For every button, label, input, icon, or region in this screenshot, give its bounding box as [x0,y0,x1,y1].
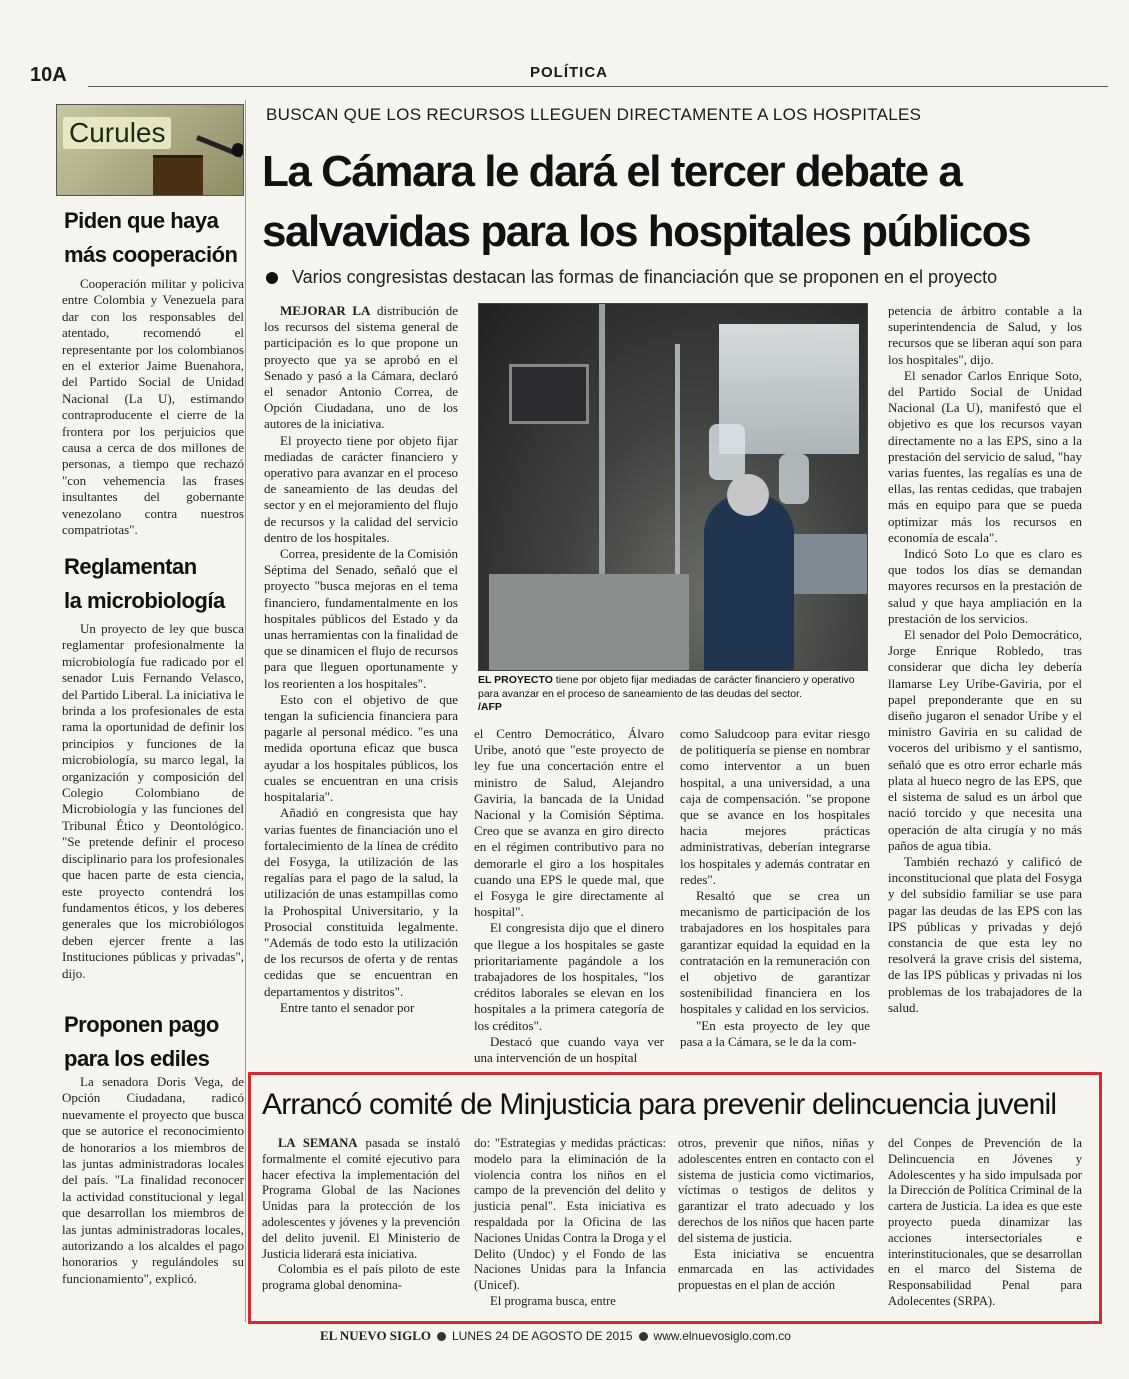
microphone-head-icon [232,143,244,157]
photo-table [489,574,689,671]
boxed-column-2 [474,1136,666,1310]
article-column-4 [888,303,1082,1016]
article-col4-p5: También rechazó y calificó de inconstitucional que plata del Fosyga y del subsidio familiar se use para pagar las deudas de las EPS con las IPS públicas y privadas y dejó constancia de que esta ley no resolverá la grave crisis del sistema, de las IPS públicas y privadas ni los problemas de los trabajadores de la salud. [888,853,1082,1015]
photo-caption-lead: EL PROYECTO [478,674,553,686]
article-column-2 [474,726,664,1066]
boxed-story-title: Arrancó comité de Minjusticia para prevenir delincuencia juvenil [262,1088,1057,1121]
boxed-column-4 [888,1136,1082,1310]
article-col2-p2: El congresista dijo que el dinero que llegue a los hospitales se gaste prioritariamente pagándole a los trabajadores de los hospitales, "los créditos laborales se elevan en los hospitales a la primera categoría de los créditos". [474,920,664,1033]
sidebar-item-2-title-line1: Reglamentan [64,554,197,579]
article-col4-p3: Indicó Soto Lo que es claro es que todos los días se demandan mayores recursos en la prestación de salud y que haya ampliación en la prestación de los servicios. [888,546,1082,626]
boxed-col1-p2: Colombia es el país piloto de este programa global denomina- [262,1262,460,1293]
boxed-col2-p2: El programa busca, entre [490,1293,616,1308]
photo-caption [478,674,873,715]
sidebar-item-1-title [64,204,237,272]
article-col1-p6: Entre tanto el senador por [280,999,415,1015]
headline-line2: salvavidas para los hospitales públicos [262,207,1031,256]
article-col1-p3: Correa, presidente de la Comisión Séptima del Senado, señaló que el proyecto "busca mejoras en el tema financiero, fundamentalmente en los hospitales públicos del Estado y da unas herramientas con la finalidad de que se dinamicen el flujo de recursos para que lleguen oportunamente y los reorienten a los hospitales". [264,546,458,691]
hospital-photo [478,303,868,671]
photo-credit: /AFP [478,701,502,714]
article-col3-p1: como Saludcoop para evitar riesgo de politiquería se piense en nombrar como interventor a un buen hospital, a una universidad, a una caja de compensación. "se propone que se avance en los hospitales hacia mejores prácticas administrativas, deberían integrarse los hospitales y además contratar en redes". [680,726,870,887]
page-number: 10A [30,64,67,86]
sidebar-item-1-body: Cooperación militar y policiva entre Colombia y Venezuela para dar con los responsables del atentado, recomendó el representante por los colombianos en el exterior Jaime Buenahora, del Partido Social de Unidad Nacional (La U), estimando contraproducente el cierre de la frontera por los perjuicios que causa a cerca de dos millones de personas, a tiempo que rechazó "con vehemencia las frases insultantes del gobernante venezolano contra nuestros compatriotas". [62,276,244,538]
photo-nurse-cap [727,474,769,516]
footer-date: LUNES 24 DE AGOSTO DE 2015 [452,1329,633,1343]
sidebar-item-1-title-line2: más cooperación [64,242,238,267]
sidebar-item-2-body: Un proyecto de ley que busca reglamentar profesionalmente la microbiología fue radicado por el senador Luis Fernando Velasco, del Partido Liberal. La iniciativa le brinda a los profesionales de esta rama la oportunidad de definir los principios y funciones de la microbiología, su marco legal, la organización y composición del Colegio Colombiano de Microbiología y las funciones del Tribunal Ético y Deontológico. "Se pretende definir el proceso disciplinario para los profesionales que hacen parte de esta ciencia, este proyecto contendrá los fundamentos éticos, y los deberes generales que los microbiólogos deben ejercer frente a las Instituciones públicas y privadas", dijo. [62,621,244,981]
article-col3-p3: "En esta proyecto de ley que pasa a la Cámara, se le da la com- [680,1017,870,1049]
sidebar [56,100,246,1322]
article-subhead-text: Varios congresistas destacan las formas de financiación que se proponen en el proyecto [292,267,998,287]
boxed-col3-p2: Esta iniciativa se encuentra enmarcada en las actividades propuestas en el plan de acción [678,1246,874,1293]
sidebar-item-3-title-line1: Proponen pago [64,1012,219,1037]
page-footer [320,1328,791,1344]
article-col1-p5: Añadió en congresista que hay varias fuentes de financiación uno el fortalecimiento de la línea de crédito del Fosyga, la utilización de las regalías para el pago de la salud, la utilización de unas estampillas como la Prohospital Universitario, y la Prosocial constituida legalmente. "Además de todo esto la utilización de los recursos de oferta y de rentas cedidas que se encuentran en departamentos y distritos". [264,805,458,999]
boxed-column-1 [262,1136,460,1294]
article-col4-p1: petencia de árbitro contable a la superintendencia de Salud, y los recursos que se liberan aquí son para los hospitales", dijo. [888,303,1082,367]
article-col4-p2: El senador Carlos Enrique Soto, del Partido Social de Unidad Nacional (La U), manifestó que el objetivo es que los recursos vayan directamente no a las EPS, sino a la prestación del servicio de salud, "hay varias fuentes, las regalías es una de ellas, las rentas cedidas, que trabajen más en equipo para que se pueda optimizar más los recursos en economía de escala". [888,367,1082,545]
boxed-lead-word: LA SEMANA [278,1136,358,1150]
sidebar-item-3-title [64,1008,219,1076]
sidebar-item-3-title-line2: para los ediles [64,1046,210,1071]
boxed-col4-p1: del Conpes de Prevención de la Delincuencia en Jóvenes y Adolescentes y ha sido impulsada por la Dirección de Política Criminal de la cartera de Justicia. La idea es que este proyecto pueda dinamizar las acciones intersectoriales e interinstitucionales, que se desarrollan en el marco del Sistema de Responsabilidad Penal para Adolecentes (SRPA). [888,1136,1082,1308]
article-column-3 [680,726,870,1050]
photo-iv-bag [709,424,745,480]
article-col4-p4: El senador del Polo Democrático, Jorge Enrique Robledo, tras considerar que dicha ley debería llamarse Ley Uribe-Gaviria, por el papel preponderante que en su diseño jugaron el senador Uribe y el ministro Gaviria en su calidad de voceros del uribismo y el santismo, señaló que es otro error echarle más plata al hueco negro de las EPS, que el sistema de salud es un árbol que nació torcido y que necesita una operación de alta cirugía y no más paños de agua tibia. [888,627,1082,853]
photo-iv-bag-2 [779,454,809,504]
bullet-icon [266,272,278,284]
article-subhead [266,267,997,288]
photo-nurse [704,494,794,671]
headline-line1: La Cámara le dará el tercer debate a [262,147,962,196]
footer-dot-icon-2 [639,1332,648,1341]
article-col1-p2: El proyecto tiene por objeto fijar mediadas de carácter financiero y operativo para avanzar en el proceso de saneamiento de las deudas del sector y en el mejoramiento del flujo de recursos y la calidad del servicio dentro de los hospitales. [264,432,458,545]
article-headline [262,142,1102,262]
article-col2-p3: Destacó que cuando vaya ver una intervención de un hospital [474,1033,664,1066]
boxed-col2-p1: do: "Estrategias y medidas prácticas: modelo para la eliminación de la violencia contra los niños en el campo de la prevención del delito y justicia penal". Esta iniciativa es respaldada por la Oficina de las Naciones Unidas Contra la Droga y el Delito (Undoc) y el Fondo de las Naciones Unidas para la Infancia (Unicef). [474,1136,666,1293]
article-lead-word: MEJORAR LA [280,303,371,318]
header-rule [88,86,1108,87]
boxed-col1-p1: pasada se instaló formalmente el comité ejecutivo para hacer efectiva la implementación del Programa Global de las Naciones Unidas para la protección de los adolescentes y jóvenes y la prevención del delito juvenil. El Ministerio de Justicia liderará esta iniciativa. [262,1136,460,1261]
sidebar-item-3-body: La senadora Doris Vega, de Opción Ciudadana, radicó nuevamente el proyecto que busca que se autorice el reconocimiento de honorarios a los miembros de las juntas administradoras locales del país. "La finalidad reconocer la actividad constitucional y legal que desarrollan los miembros de las juntas administradoras locales, autorizando a los alcaldes el pago honorarios y regulándoles su funcionamiento", explicó. [62,1074,244,1286]
article-col2-p1: el Centro Democrático, Álvaro Uribe, anotó que "este proyecto de ley fue una concertación entre el ministro de Salud, Alejandro Gaviria, la bancada de la Unidad Nacional y la Comisión Séptima. Creo que se avanza en giro directo en el régimen contributivo para no demorarle el giro a los hospitales cuando una EPS le quede mal, que el Fosyga le gire directamente al hospital". [474,726,664,920]
footer-dot-icon [437,1332,446,1341]
photo-monitor [509,364,589,424]
article-kicker: BUSCAN QUE LOS RECURSOS LLEGUEN DIRECTAMENTE A LOS HOSPITALES [266,105,922,124]
section-label: POLÍTICA [520,64,618,81]
curules-badge-title: Curules [63,117,171,149]
article-column-1 [264,303,458,1016]
boxed-col3-p1: otros, prevenir que niños, niñas y adolescentes entren en contacto con el sistema de justicia como victimarios, víctimas o testigos de delitos y garantizar el trato adecuado y los derechos de los niños que hacen parte del sistema de justicia. [678,1136,874,1245]
sidebar-item-2-title [64,550,225,618]
sidebar-item-2-title-line2: la microbiología [64,588,225,613]
article-col1-p4: Esto con el objetivo de que tengan la suficiencia financiera para pagarle al personal médico. "es una medida oportuna eficaz que busca ayudar a los hospitales públicos, los cuales se encuentran en una crisis hospitalaria". [264,691,458,805]
article-col1-p1: distribución de los recursos del sistema general de participación es lo que propone un proyecto que ya se aprobó en el Senado y pasó a la Cámara, declaró el senador Antonio Correa, de Opción Ciudadana, uno de los autores de la iniciativa. [264,303,458,432]
sidebar-item-1-title-line1: Piden que haya [64,208,219,233]
footer-brand: EL NUEVO SIGLO [320,1328,431,1343]
article-col3-p2: Resaltó que se crea un mecanismo de participación de los trabajadores en los hospitales para garantizar equidad la equidad en la contratación en la remuneración con el objetivo de garantizar sostenibilidad financiera en los hospitales y calidad en los servicios. [680,888,870,1017]
boxed-column-3 [678,1136,874,1294]
curules-badge-image [56,104,244,196]
footer-website[interactable]: www.elnuevosiglo.com.co [653,1329,791,1343]
podium-icon [153,155,203,196]
photo-caption-text: tiene por objeto fijar mediadas de carácter financiero y operativo para avanzar en el proceso de saneamiento de las deudas del sector. [478,674,855,700]
